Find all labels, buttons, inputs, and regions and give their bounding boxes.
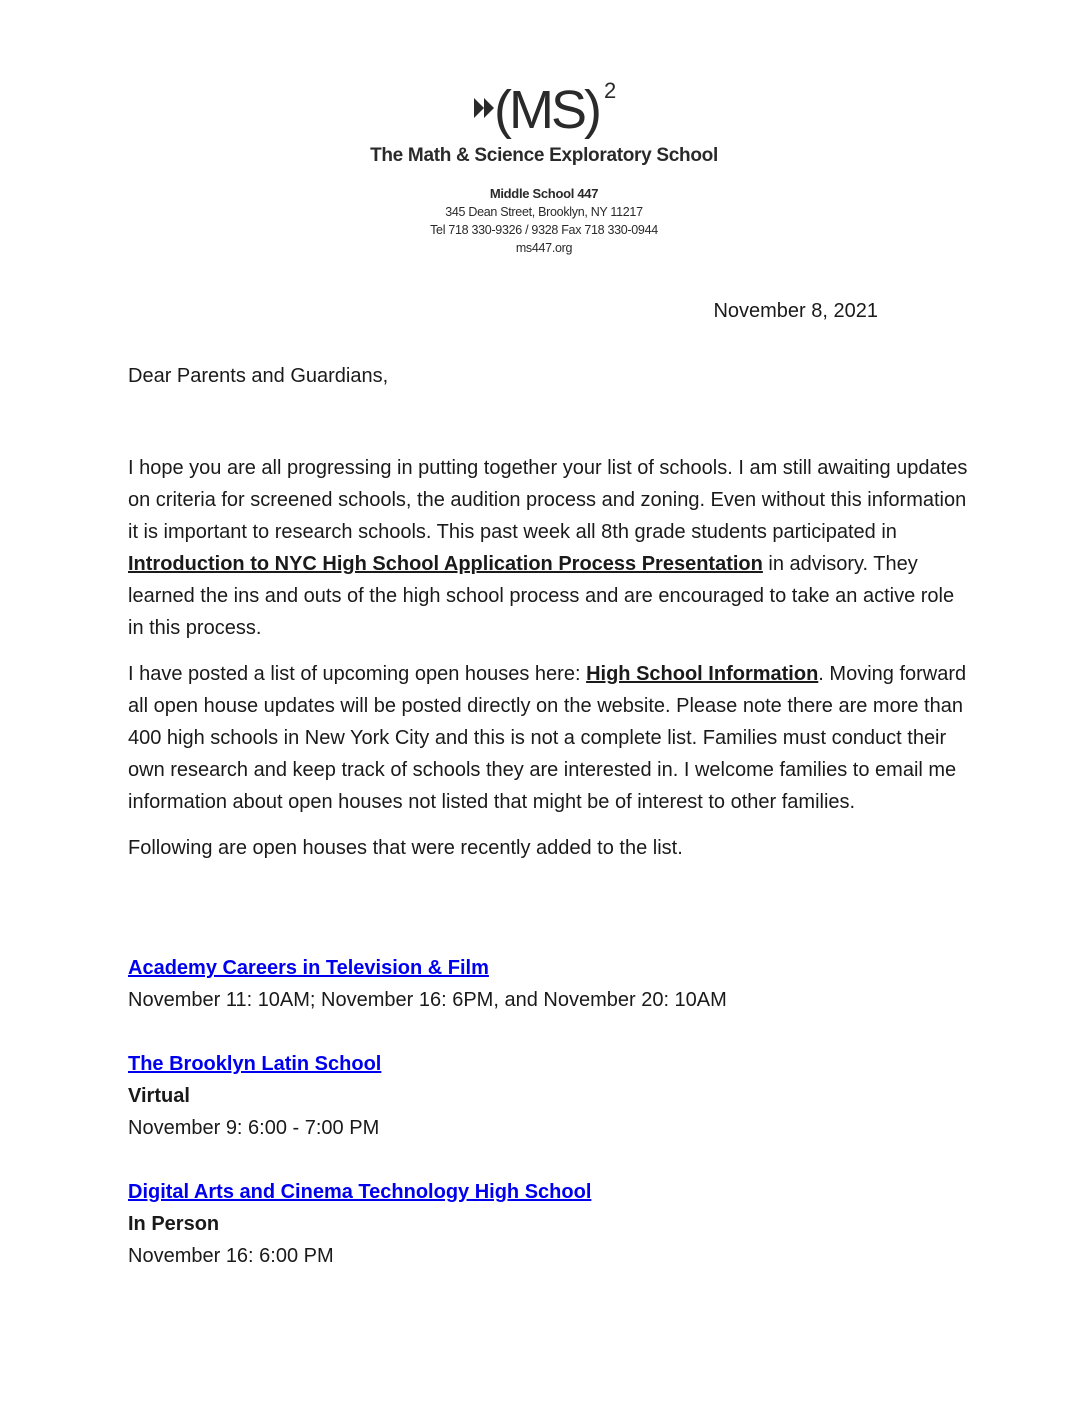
open-house-school-link[interactable]: The Brooklyn Latin School [128, 1053, 382, 1075]
open-house-item [128, 952, 968, 1016]
paragraph-open-houses-text-b: . Moving forward all open house updates will be posted directly on the website. Please note there are more than 400 high schools in New York City and this is not a complete list. Families must conduct their own research and keep track of schools they are interested in. I welcome families to email me information about open houses not listed that might be of interest to other families. [128, 663, 967, 813]
paragraph-open-houses-text-a: I have posted a list of upcoming open houses here: [128, 663, 587, 685]
open-house-school-link[interactable]: Digital Arts and Cinema Technology High School [128, 1181, 592, 1203]
letter-date: November 8, 2021 [713, 300, 878, 322]
salutation: Dear Parents and Guardians, [128, 365, 389, 387]
open-house-mode: In Person [128, 1213, 220, 1235]
svg-text:(MS): (MS) [494, 80, 599, 140]
letter-body [128, 452, 968, 878]
school-address: 345 Dean Street, Brooklyn, NY 11217 [445, 205, 643, 219]
svg-text:2: 2 [604, 78, 617, 103]
open-house-mode: Virtual [128, 1085, 190, 1107]
address-block [0, 185, 1088, 257]
high-school-information-link[interactable]: High School Information [586, 663, 819, 685]
open-house-schedule: November 16: 6:00 PM [128, 1245, 334, 1267]
paragraph-intro [128, 452, 968, 644]
school-phone-fax: Tel 718 330-9326 / 9328 Fax 718 330-0944 [430, 223, 658, 237]
paragraph-following: Following are open houses that were recently added to the list. [128, 837, 683, 859]
school-number: Middle School 447 [489, 186, 599, 201]
school-name: The Math & Science Exploratory School [370, 145, 718, 166]
open-house-schedule: November 11: 10AM; November 16: 6PM, and November 20: 10AM [128, 989, 727, 1011]
school-website: ms447.org [515, 241, 573, 255]
open-house-schedule: November 9: 6:00 - 7:00 PM [128, 1117, 380, 1139]
open-house-item [128, 1048, 968, 1144]
paragraph-intro-text-a: I hope you are all progressing in putting together your list of schools. I am still awaiting updates on criteria for screened schools, the audition process and zoning. Even without this information it is important to research schools. This past week all 8th grade students participated in [128, 457, 968, 543]
paragraph-open-houses [128, 658, 968, 818]
presentation-link[interactable]: Introduction to NYC High School Application Process Presentation [128, 553, 763, 575]
ms2-logo-icon [472, 76, 622, 146]
school-logo [472, 76, 622, 146]
open-house-item [128, 1176, 968, 1272]
open-house-school-link[interactable]: Academy Careers in Television & Film [128, 957, 489, 979]
paragraph-intro-text-b: in advisory. They learned the ins and outs of the high school process and are encouraged to take an active role in this process. [128, 553, 955, 639]
